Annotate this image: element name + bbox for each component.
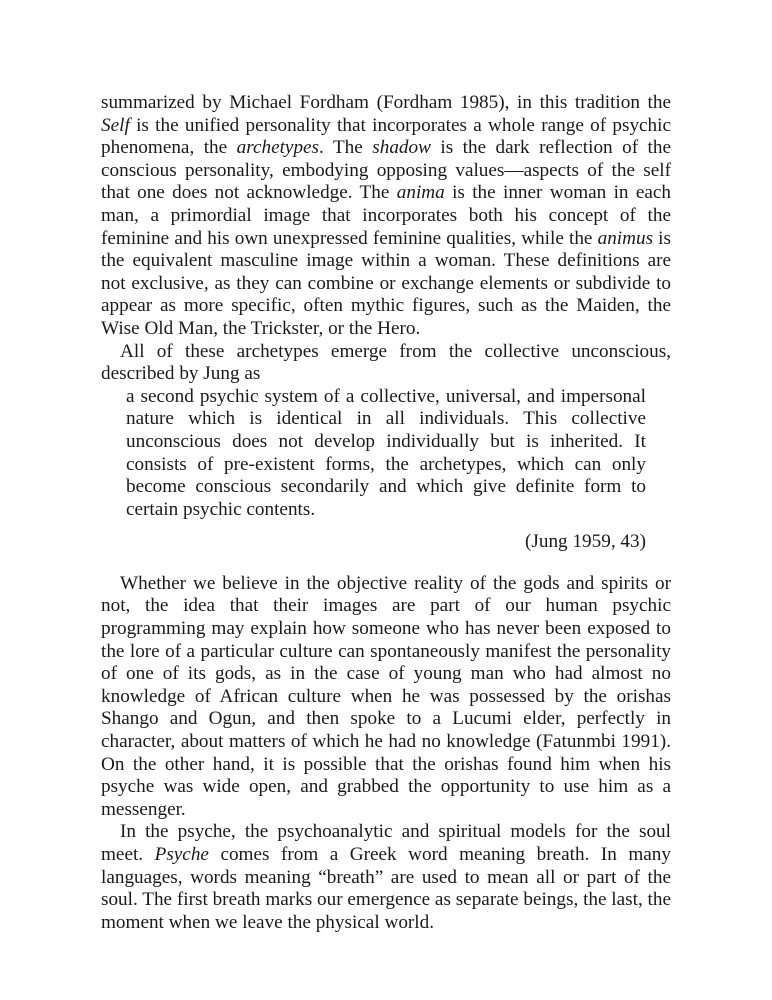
paragraph-text: is the equivalent masculine image within a woman. These definitions are not exclusive, as they can combine or exchange elements or subdivide to appear as more specific, often mythic figures, such as the Maiden, the Wise Old Man, the Trickster, or the Hero.: [101, 227, 671, 339]
paragraph-psyche: [101, 821, 671, 934]
paragraph-text: is the inner woman in each man, a primordial image that incorporates both his concept of the feminine and his own unexpressed feminine qualities, while the: [101, 182, 672, 249]
term-archetypes: archetypes: [236, 137, 320, 159]
term-self: Self: [101, 114, 130, 136]
paragraph-text: In the psyche, the psychoanalytic and spiritual models for the soul meet.: [101, 821, 671, 865]
paragraph-archetypes-definitions: [101, 92, 671, 341]
term-shadow: shadow: [372, 137, 431, 159]
paragraph-collective-unconscious: All of these archetypes emerge from the collective unconscious, described by Jung as: [101, 340, 671, 385]
paragraph-text: . The: [319, 137, 373, 159]
page-body: [101, 92, 671, 934]
paragraph-text: is the dark reflection of the conscious personality, embodying opposing values—aspects of the self that one does not acknowledge. The: [101, 137, 672, 204]
paragraph-text: is the unified personality that incorporates a whole range of psychic phenomena, the: [101, 114, 671, 159]
paragraph-text: summarized by Michael Fordham (Fordham 1985), in this tradition the: [101, 92, 671, 113]
term-psyche: Psyche: [154, 844, 209, 865]
term-anima: anima: [396, 182, 445, 204]
paragraph-orishas: Whether we believe in the objective reality of the gods and spirits or not, the idea that their images are part of our human psychic programming may explain how someone who has never been exposed to the lore of a particular culture can spontaneously manifest the personality of one of its gods, as in the case of young man who had almost no knowledge of African culture when he was possessed by the orishas Shango and Ogun, and then spoke to a Lucumi elder, perfectly in character, about matters of which he had no knowledge (Fatunmbi 1991). On the other hand, it is possible that the orishas found him when his psyche was wide open, and grabbed the opportunity to use him as a messenger.: [101, 572, 671, 820]
block-quote: a second psychic system of a collective, universal, and impersonal nature which is identical in all individuals. This collective unconscious does not develop individually but is inherited. It consists of pre-existent forms, the archetypes, which can only become conscious secondarily and which give definite form to certain psychic contents.: [126, 385, 646, 520]
quote-citation: (Jung 1959, 43): [525, 531, 646, 553]
paragraph-text: comes from a Greek word meaning breath. In many languages, words meaning “breath” are used to mean all or part of the soul. The first breath marks our emergence as separate beings, the last, the moment when we leave the physical world.: [101, 844, 671, 933]
section-spacer: [101, 554, 671, 573]
term-animus: animus: [597, 227, 654, 249]
